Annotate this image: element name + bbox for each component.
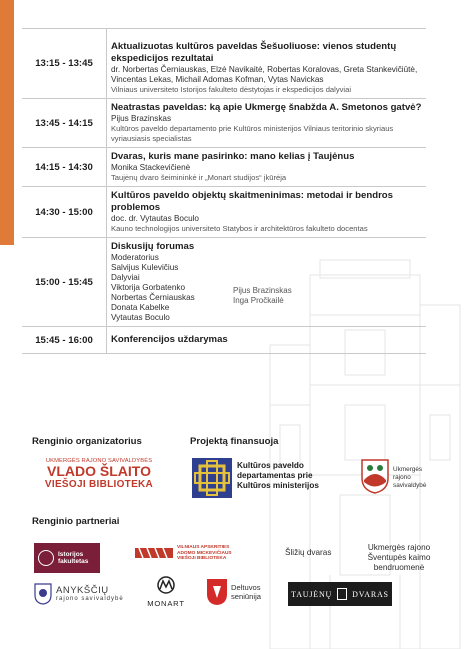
community-name: Ukmergės rajono Šventupės kaimo bendruomenė bbox=[367, 543, 431, 572]
monart-name: MONART bbox=[147, 599, 185, 608]
deltuvos-name: Deltuvos seniūnija bbox=[231, 583, 261, 601]
orange-accent-bar bbox=[0, 0, 14, 245]
anyksciu-main: ANYKŠČIŲ bbox=[56, 585, 109, 596]
participant: Norbertas Černiauskas bbox=[111, 293, 195, 302]
taujenu-name: TAUJĖNŲ bbox=[291, 589, 333, 599]
session-affiliation: Taujėnų dvaro šeimininkė ir „Monart studijos“ įkūrėja bbox=[111, 173, 287, 182]
history-faculty-logo bbox=[34, 543, 100, 573]
taujenu-dvaras-logo bbox=[288, 582, 392, 606]
session-time: 13:15 - 13:45 bbox=[22, 29, 107, 98]
schedule-row bbox=[22, 147, 426, 186]
session-title: Dvaras, kuris mane pasirinko: mano kelias į Taujėnus bbox=[111, 151, 355, 162]
session-title: Aktualizuotas kultūros paveldas Šešuoliuose: vienos studentų ekspedicijos rezultatai bbox=[111, 41, 397, 64]
organizer-line1: UKMERGĖS RAJONO SAVIVALDYBĖS bbox=[45, 458, 153, 464]
ukmerge-coat-of-arms-icon bbox=[360, 458, 390, 494]
funding-heading: Projektą finansuoja bbox=[190, 436, 279, 447]
session-affiliation: Kultūros paveldo departamento prie Kultūros ministerijos Vilniaus teritorinio skyriaus vyriausiasis specialistas bbox=[111, 124, 394, 143]
department-emblem-icon bbox=[192, 458, 232, 498]
funding-department-name: Kultūros paveldo departamentas prie Kultūros ministerijos bbox=[237, 461, 319, 490]
dvaras-name: DVARAS bbox=[352, 589, 389, 599]
session-title: Neatrastas paveldas: ką apie Ukmergę šnabžda A. Smetonos gatvė? bbox=[111, 102, 422, 113]
library-name: VILNIAUS APSKRITIES ADOMO MICKEVIČIAUS VIEŠOJI BIBLIOTEKA bbox=[177, 545, 232, 562]
anyksciu-coat-of-arms-icon bbox=[34, 583, 52, 605]
schedule-row bbox=[22, 28, 426, 98]
participants-label: Dalyviai bbox=[111, 273, 140, 282]
library-logo bbox=[135, 545, 239, 562]
session-time: 14:15 - 14:30 bbox=[22, 148, 107, 186]
session-speakers: dr. Norbertas Černiauskas, Elzė Navikaitė, Robertas Koralovas, Greta Stankevičiūtė, Vincentas Lekas, Michail Adomas Kofman, Vytas Navickas bbox=[111, 65, 418, 84]
session-title: Kultūros paveldo objektų skaitmeninimas: metodai ir bendros problemos bbox=[111, 190, 394, 213]
slizu-dvaras-name: Šližių dvaras bbox=[285, 548, 332, 557]
manor-crest-icon bbox=[337, 588, 347, 600]
deltuvos-logo bbox=[206, 578, 271, 606]
forum-row bbox=[22, 237, 426, 326]
participant: Viktorija Gorbatenko bbox=[111, 283, 186, 292]
moderator-name: Salvijus Kulevičius bbox=[111, 263, 179, 272]
deltuvos-coat-of-arms-icon bbox=[206, 578, 228, 606]
closing-row bbox=[22, 326, 426, 354]
session-time: 14:30 - 15:00 bbox=[22, 187, 107, 237]
organizer-line2: VLADO ŠLAITO bbox=[47, 463, 151, 479]
participant: Pijus Brazinskas bbox=[233, 286, 292, 295]
participant: Donata Kabelke bbox=[111, 303, 170, 312]
closing-time: 15:45 - 16:00 bbox=[22, 327, 107, 353]
session-speakers: Pijus Brazinskas bbox=[111, 114, 172, 123]
moderator-label: Moderatorius bbox=[111, 253, 159, 262]
ukmerge-municipality-name: Ukmergės rajono savivaldybė bbox=[393, 466, 427, 489]
participant: Vytautas Boculo bbox=[111, 313, 170, 322]
forum-time: 15:00 - 15:45 bbox=[22, 238, 107, 326]
session-time: 13:45 - 14:15 bbox=[22, 99, 107, 147]
funding-department-logo bbox=[192, 458, 232, 498]
forum-title: Diskusijų forumas bbox=[111, 241, 195, 252]
program-schedule bbox=[22, 28, 426, 354]
organizer-heading: Renginio organizatorius bbox=[32, 436, 142, 447]
session-affiliation: Vilniaus universiteto Istorijos fakulteto dėstytojas ir ekspedicijos dalyviai bbox=[111, 85, 352, 94]
anyksciu-logo bbox=[34, 583, 124, 605]
schedule-row bbox=[22, 186, 426, 237]
session-speakers: doc. dr. Vytautas Boculo bbox=[111, 214, 199, 223]
session-speakers: Monika Stackevičienė bbox=[111, 163, 191, 172]
participant: Inga Pročkailė bbox=[233, 296, 284, 305]
organizer-logo bbox=[34, 458, 164, 490]
session-affiliation: Kauno technologijos universiteto Statybos ir architektūros fakulteto docentas bbox=[111, 224, 368, 233]
monart-logo bbox=[143, 576, 189, 608]
history-faculty-name: Istorijos fakultetas bbox=[58, 551, 89, 565]
faculty-crest-icon bbox=[38, 550, 54, 566]
monart-emblem-icon bbox=[155, 576, 177, 594]
closing-title: Konferencijos uždarymas bbox=[111, 334, 228, 345]
anyksciu-sub: rajono savivaldybė bbox=[56, 596, 124, 602]
schedule-row bbox=[22, 98, 426, 147]
organizer-line3: VIEŠOJI BIBLIOTEKA bbox=[44, 479, 154, 490]
partners-heading: Renginio partneriai bbox=[32, 516, 120, 527]
library-emblem-icon bbox=[135, 545, 173, 561]
